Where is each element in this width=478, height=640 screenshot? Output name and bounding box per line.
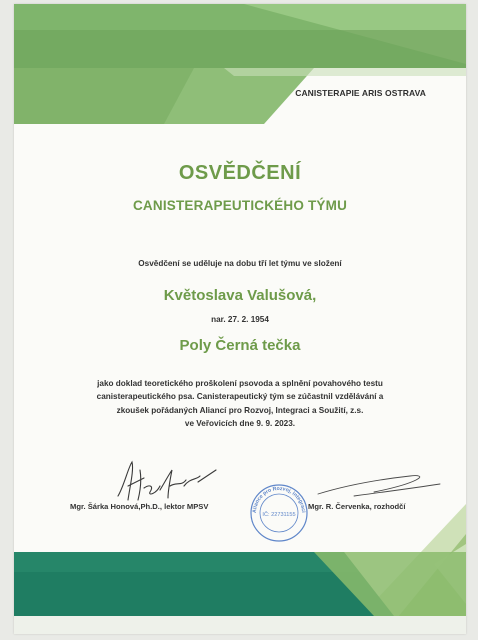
signature-left-scribble <box>110 456 220 506</box>
signature-right-scribble <box>314 472 444 502</box>
stamp-ring-text: Aliance pro Rozvoj, Integraci <box>251 485 307 514</box>
signature-right-label: Mgr. R. Červenka, rozhodčí <box>308 502 406 511</box>
birth-date: nar. 27. 2. 1954 <box>211 315 269 324</box>
dog-name: Poly Černá tečka <box>179 337 301 354</box>
person-name: Květoslava Valušová, <box>163 287 317 304</box>
organization-name: CANISTERAPIE ARIS OSTRAVA <box>295 88 426 98</box>
body-line: ve Veřovicích dne 9. 9. 2023. <box>184 418 296 428</box>
body-line: zkoušek pořádaných Aliancí pro Rozvoj, Integraci a Soužití, z.s. <box>116 405 364 415</box>
certificate-body <box>70 377 410 430</box>
certificate-subtitle: CANISTERAPEUTICKÉHO TÝMU <box>132 198 348 213</box>
signature-left-label: Mgr. Šárka Honová,Ph.D., lektor MPSV <box>70 502 209 511</box>
body-line: canisterapeutického psa. Canisterapeutický tým se zúčastnil vzdělávání a <box>96 392 384 402</box>
stamp-id: IČ: 22731155 <box>262 512 296 518</box>
intro-text: Osvědčení se uděluje na dobu tří let týmu ve složení <box>138 259 342 268</box>
certificate-title: OSVĚDČENÍ <box>178 162 302 184</box>
body-line: jako doklad teoretického proškolení psovoda a splnění povahového testu <box>97 379 383 388</box>
certificate-sheet <box>14 4 466 634</box>
official-stamp <box>248 482 310 544</box>
